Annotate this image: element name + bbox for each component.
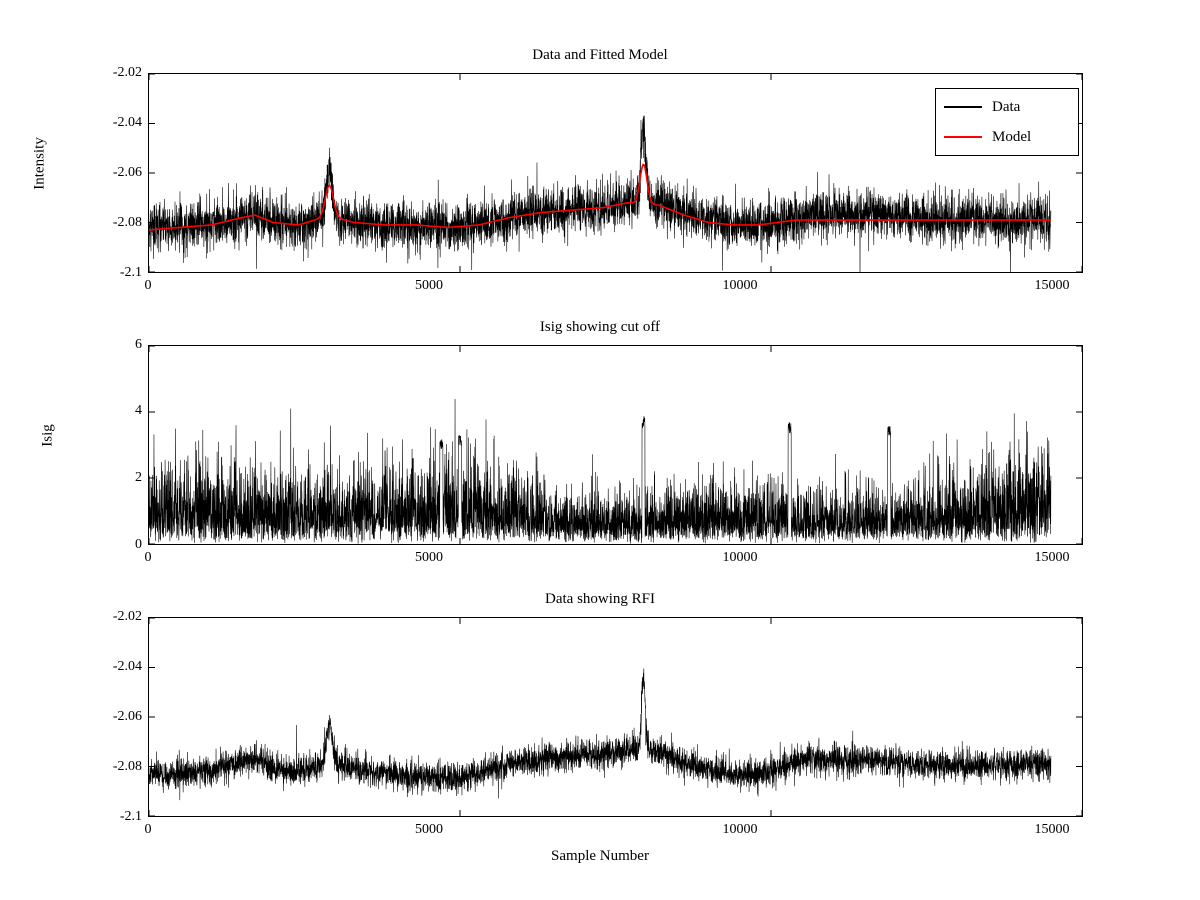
panel-1-xtick-1: 5000 bbox=[415, 278, 443, 293]
panel-3-ytick-3: -2.08 bbox=[112, 759, 142, 774]
panel-2-ytick-1: 4 bbox=[135, 403, 142, 418]
panel-1-legend bbox=[935, 88, 1079, 156]
panel-1-ytick-1: -2.04 bbox=[112, 115, 142, 130]
panel-3-axes bbox=[148, 617, 1083, 817]
panel-1-title: Data and Fitted Model bbox=[532, 47, 668, 63]
legend-swatch-data bbox=[944, 106, 982, 108]
panel-3-xtick-0: 0 bbox=[144, 822, 152, 837]
panel-3-ytick-4: -2.1 bbox=[119, 809, 142, 824]
legend-swatch-model bbox=[944, 136, 982, 138]
panel-2-xtick-3: 15000 bbox=[1034, 550, 1070, 565]
panel-2-ytick-3: 0 bbox=[135, 537, 142, 552]
panel-2-plot bbox=[149, 346, 1082, 544]
panel-data-showing-rfi bbox=[0, 584, 1200, 864]
panel-2-xtick-2: 10000 bbox=[722, 550, 758, 565]
panel-2-ytick-2: 2 bbox=[135, 470, 142, 485]
panel-1-xtick-3: 15000 bbox=[1034, 278, 1070, 293]
legend-entry-data bbox=[936, 95, 1020, 119]
legend-label-data: Data bbox=[992, 98, 1021, 115]
panel-2-title: Isig showing cut off bbox=[539, 319, 661, 335]
panel-isig-showing-cut-off bbox=[0, 312, 1200, 565]
panel-2-xtick-0: 0 bbox=[144, 550, 152, 565]
panel-3-ytick-0: -2.02 bbox=[112, 609, 142, 624]
panel-1-xtick-2: 10000 bbox=[722, 278, 758, 293]
panel-1-ytick-0: -2.02 bbox=[112, 65, 142, 80]
panel-data-and-fitted-model bbox=[0, 40, 1200, 293]
panel-1-ytick-4: -2.1 bbox=[119, 265, 142, 280]
figure-xlabel: Sample Number bbox=[551, 848, 649, 864]
legend-entry-model bbox=[936, 125, 1031, 149]
panel-3-xtick-3: 15000 bbox=[1034, 822, 1070, 837]
panel-2-xtick-1: 5000 bbox=[415, 550, 443, 565]
panel-2-ytick-0: 6 bbox=[135, 337, 142, 352]
panel-2-ylabel: Isig bbox=[39, 424, 56, 447]
legend-label-model: Model bbox=[992, 128, 1032, 145]
panel-3-ytick-1: -2.04 bbox=[112, 659, 142, 674]
panel-3-xtick-1: 5000 bbox=[415, 822, 443, 837]
panel-2-axes bbox=[148, 345, 1083, 545]
panel-3-ytick-2: -2.06 bbox=[112, 709, 142, 724]
panel-1-ytick-3: -2.08 bbox=[112, 215, 142, 230]
panel-1-xtick-0: 0 bbox=[144, 278, 152, 293]
panel-3-xtick-2: 10000 bbox=[722, 822, 758, 837]
panel-3-plot bbox=[149, 618, 1082, 816]
panel-1-ylabel: Intensity bbox=[31, 137, 48, 190]
panel-3-title: Data showing RFI bbox=[545, 591, 655, 607]
panel-1-ytick-2: -2.06 bbox=[112, 165, 142, 180]
